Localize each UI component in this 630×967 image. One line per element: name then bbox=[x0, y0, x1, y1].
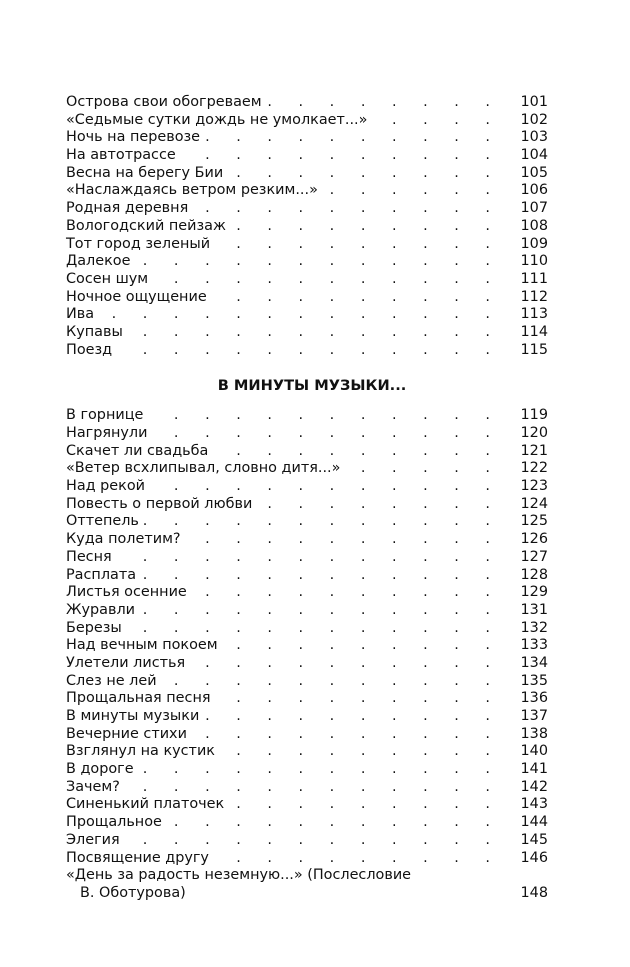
toc-entry bbox=[66, 407, 548, 425]
toc-entry-title: «Наслаждаясь ветром резким...» bbox=[66, 182, 322, 200]
toc-entry bbox=[66, 814, 548, 832]
toc-entry-page: 105 bbox=[498, 165, 548, 183]
toc-entry-title: Оттепель bbox=[66, 513, 143, 531]
toc-entry-title: Острова свои обогреваем bbox=[66, 94, 266, 112]
dot-leader bbox=[66, 306, 490, 324]
toc-entry-page: 146 bbox=[498, 850, 548, 868]
toc-entry bbox=[66, 218, 548, 236]
toc-entry-title: «День за радость неземную...» (Послесловие В. Оботурова) bbox=[66, 867, 500, 902]
dot-leader bbox=[66, 342, 490, 360]
toc-entry-page: 124 bbox=[498, 496, 548, 514]
toc-entry-page: 102 bbox=[498, 112, 548, 130]
dot-leader bbox=[66, 549, 490, 567]
toc-entry-page: 119 bbox=[498, 407, 548, 425]
toc-entry bbox=[66, 779, 548, 797]
toc-entry-title: Элегия bbox=[66, 832, 124, 850]
toc-entry-page: 115 bbox=[498, 342, 548, 360]
toc-entry bbox=[66, 182, 548, 200]
toc-entry bbox=[66, 584, 548, 602]
toc-entry-page: 136 bbox=[498, 690, 548, 708]
toc-entry-title: Прощальная песня bbox=[66, 690, 215, 708]
toc-entry bbox=[66, 850, 548, 868]
toc-entry-title: Вечерние стихи bbox=[66, 726, 191, 744]
toc-entry-title: Песня bbox=[66, 549, 116, 567]
toc-entry-title: Зачем? bbox=[66, 779, 124, 797]
toc-entry-title: Купавы bbox=[66, 324, 127, 342]
toc-entry-page: 110 bbox=[498, 253, 548, 271]
toc-entry-title: В горнице bbox=[66, 407, 147, 425]
toc-entry bbox=[66, 129, 548, 147]
toc-entry bbox=[66, 620, 548, 638]
toc-entry-page: 122 bbox=[498, 460, 548, 478]
toc-entry bbox=[66, 513, 548, 531]
toc-entry bbox=[66, 637, 548, 655]
toc-entry bbox=[66, 147, 548, 165]
dot-leader bbox=[66, 620, 490, 638]
toc-entry bbox=[66, 531, 548, 549]
toc-entry-page: 104 bbox=[498, 147, 548, 165]
toc-entry-page: 126 bbox=[498, 531, 548, 549]
toc-entry-title: Родная деревня bbox=[66, 200, 192, 218]
toc-entry-page: 112 bbox=[498, 289, 548, 307]
toc-entry bbox=[66, 673, 548, 691]
toc-entry-title: Ночное ощущение bbox=[66, 289, 211, 307]
toc-entry-title: Повесть о первой любви bbox=[66, 496, 256, 514]
toc-entry-title: Журавли bbox=[66, 602, 139, 620]
toc-entry bbox=[66, 743, 548, 761]
toc-entry bbox=[66, 567, 548, 585]
toc-entry-page: 148 bbox=[498, 885, 548, 903]
dot-leader bbox=[66, 832, 490, 850]
toc-entry bbox=[66, 289, 548, 307]
toc-entry-page: 101 bbox=[498, 94, 548, 112]
toc-entry bbox=[66, 165, 548, 183]
toc-entry-title: Куда полетим? bbox=[66, 531, 185, 549]
toc-entry bbox=[66, 112, 548, 130]
toc-entry bbox=[66, 655, 548, 673]
toc-entry-page: 138 bbox=[498, 726, 548, 744]
toc-entry bbox=[66, 690, 548, 708]
toc-entry-title: Улетели листья bbox=[66, 655, 189, 673]
table-of-contents bbox=[66, 94, 548, 903]
toc-entry-title: Далекое bbox=[66, 253, 134, 271]
toc-entry-title: «Седьмые сутки дождь не умолкает...» bbox=[66, 112, 371, 130]
toc-entry-title: Ночь на перевозе bbox=[66, 129, 204, 147]
toc-entry-title: Взглянул на кустик bbox=[66, 743, 219, 761]
toc-entry bbox=[66, 306, 548, 324]
toc-entry-page: 143 bbox=[498, 796, 548, 814]
toc-entry bbox=[66, 324, 548, 342]
toc-entry-page: 145 bbox=[498, 832, 548, 850]
toc-entry-title: Прощальное bbox=[66, 814, 166, 832]
toc-entry bbox=[66, 867, 548, 902]
toc-entry bbox=[66, 708, 548, 726]
toc-entry bbox=[66, 832, 548, 850]
toc-entry bbox=[66, 496, 548, 514]
toc-entry-title: В минуты музыки bbox=[66, 708, 203, 726]
toc-entry-page: 137 bbox=[498, 708, 548, 726]
toc-entry-page: 135 bbox=[498, 673, 548, 691]
toc-entry-page: 125 bbox=[498, 513, 548, 531]
toc-entry-title: Поезд bbox=[66, 342, 116, 360]
section-heading: В МИНУТЫ МУЗЫКИ... bbox=[217, 377, 407, 395]
toc-entry-page: 141 bbox=[498, 761, 548, 779]
toc-entry-page: 129 bbox=[498, 584, 548, 602]
toc-entry bbox=[66, 478, 548, 496]
toc-entry-title: Расплата bbox=[66, 567, 140, 585]
toc-entry-title: Нагрянули bbox=[66, 425, 151, 443]
toc-entry-title: «Ветер всхлипывал, словно дитя...» bbox=[66, 460, 344, 478]
toc-entry-title: Над вечным покоем bbox=[66, 637, 222, 655]
toc-entry-page: 133 bbox=[498, 637, 548, 655]
dot-leader bbox=[66, 324, 490, 342]
toc-entry-title: Скачет ли свадьба bbox=[66, 443, 212, 461]
toc-entry-title: Слез не лей bbox=[66, 673, 161, 691]
toc-entry bbox=[66, 253, 548, 271]
toc-entry-page: 109 bbox=[498, 236, 548, 254]
toc-entry-title: Сосен шум bbox=[66, 271, 152, 289]
toc-entry-page: 113 bbox=[498, 306, 548, 324]
toc-entry bbox=[66, 761, 548, 779]
toc-entry-title: Листья осенние bbox=[66, 584, 191, 602]
toc-entry bbox=[66, 549, 548, 567]
toc-entry-title: На автотрассе bbox=[66, 147, 180, 165]
toc-entry bbox=[66, 94, 548, 112]
toc-entry-page: 103 bbox=[498, 129, 548, 147]
toc-entry-page: 107 bbox=[498, 200, 548, 218]
toc-entry-title: В дороге bbox=[66, 761, 138, 779]
toc-entry-page: 114 bbox=[498, 324, 548, 342]
toc-entry bbox=[66, 200, 548, 218]
toc-entry bbox=[66, 271, 548, 289]
toc-entry-page: 106 bbox=[498, 182, 548, 200]
toc-entry bbox=[66, 443, 548, 461]
toc-entry-page: 128 bbox=[498, 567, 548, 585]
toc-group-1 bbox=[66, 94, 548, 359]
toc-entry bbox=[66, 425, 548, 443]
toc-entry bbox=[66, 236, 548, 254]
toc-entry-page: 142 bbox=[498, 779, 548, 797]
toc-entry-title: Синенький платочек bbox=[66, 796, 228, 814]
toc-entry bbox=[66, 796, 548, 814]
toc-entry-page: 131 bbox=[498, 602, 548, 620]
toc-entry-page: 120 bbox=[498, 425, 548, 443]
toc-entry bbox=[66, 602, 548, 620]
toc-entry-page: 144 bbox=[498, 814, 548, 832]
toc-group-2 bbox=[66, 407, 548, 867]
toc-entry-page: 140 bbox=[498, 743, 548, 761]
toc-entry-page: 108 bbox=[498, 218, 548, 236]
toc-entry-title: Тот город зеленый bbox=[66, 236, 214, 254]
toc-entry-title: Весна на берегу Бии bbox=[66, 165, 227, 183]
toc-entry-title: Над рекой bbox=[66, 478, 149, 496]
toc-entry-page: 111 bbox=[498, 271, 548, 289]
dot-leader bbox=[66, 779, 490, 797]
toc-entry-title: Вологодский пейзаж bbox=[66, 218, 230, 236]
toc-entry-page: 134 bbox=[498, 655, 548, 673]
toc-entry bbox=[66, 726, 548, 744]
toc-entry-title: Посвящение другу bbox=[66, 850, 213, 868]
toc-entry-page: 121 bbox=[498, 443, 548, 461]
toc-entry-title: Ива bbox=[66, 306, 98, 324]
toc-entry bbox=[66, 460, 548, 478]
toc-entry-page: 123 bbox=[498, 478, 548, 496]
toc-entry bbox=[66, 342, 548, 360]
toc-entry-page: 132 bbox=[498, 620, 548, 638]
toc-entry-page: 127 bbox=[498, 549, 548, 567]
toc-entry-title: Березы bbox=[66, 620, 126, 638]
